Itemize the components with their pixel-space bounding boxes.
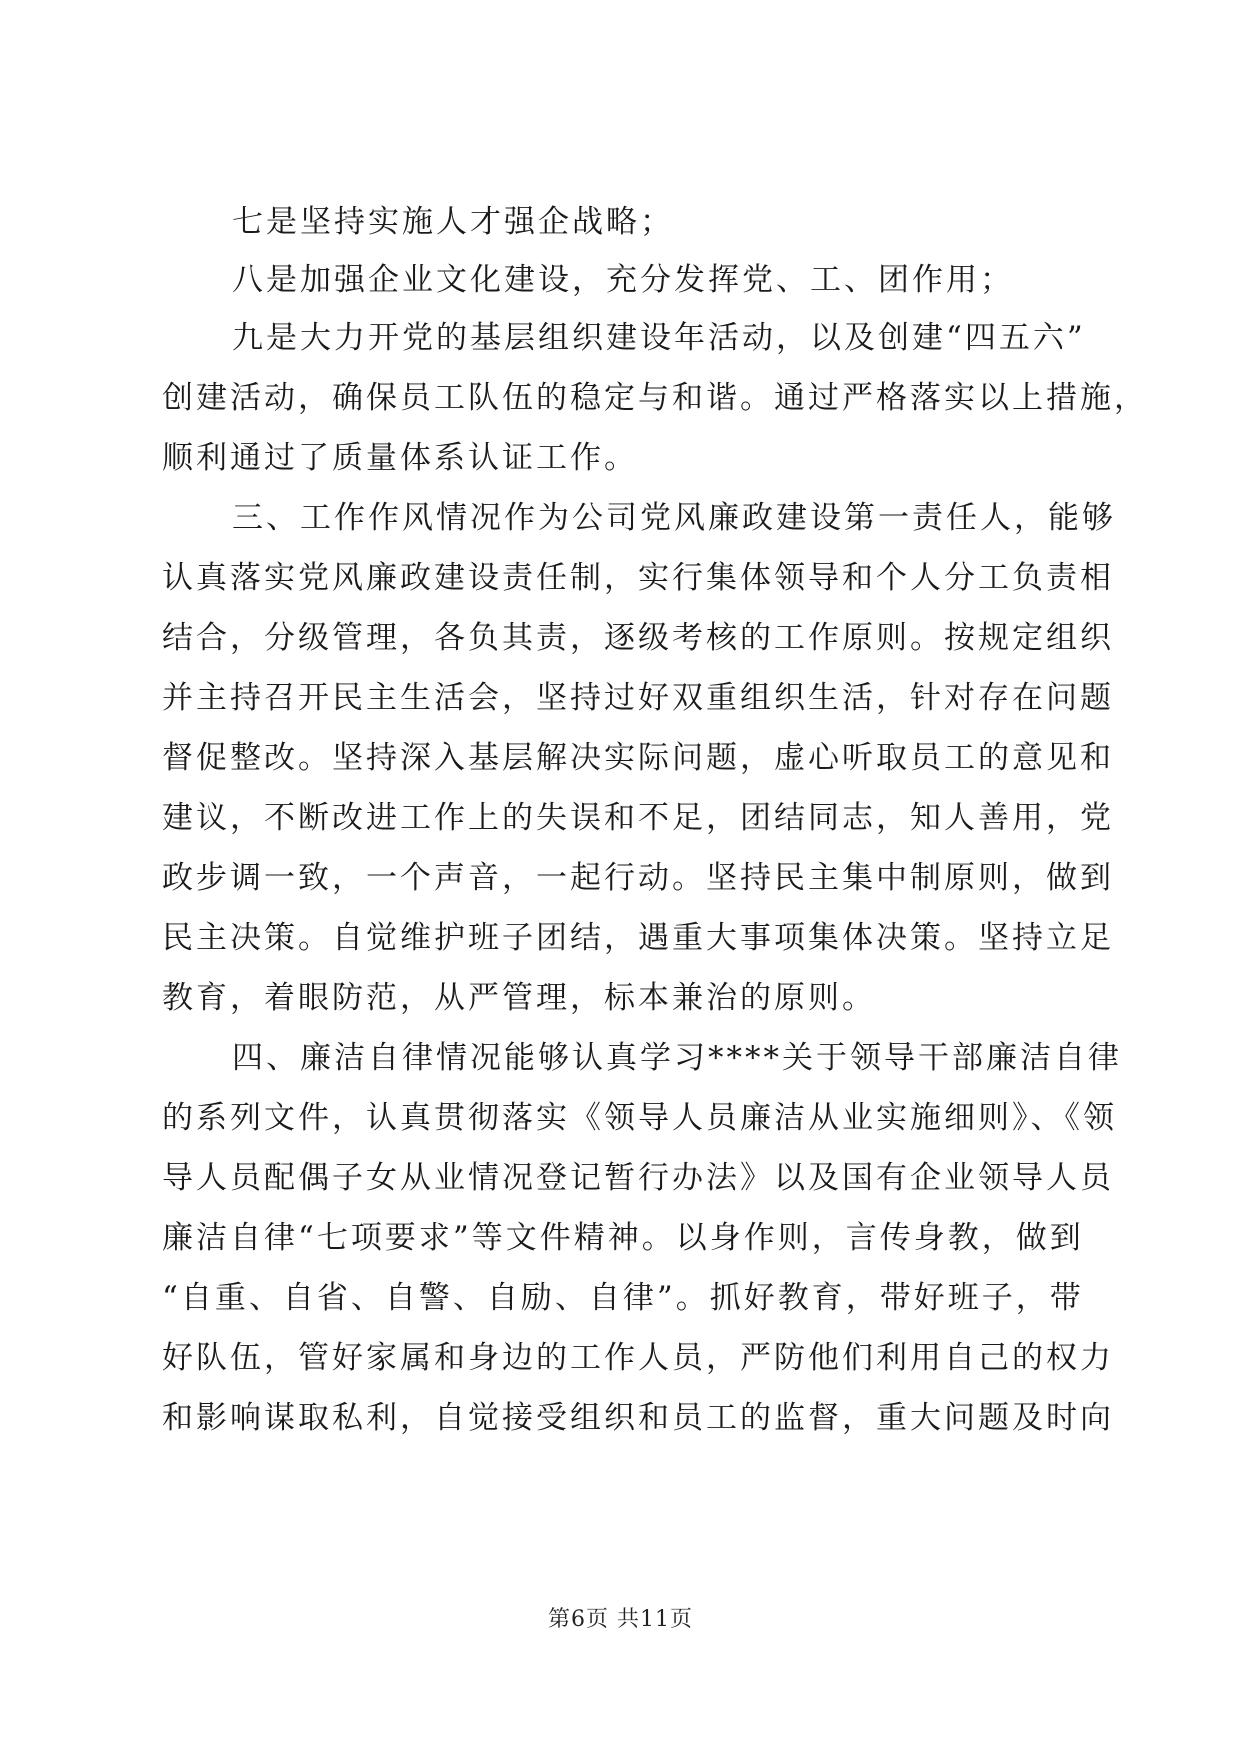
paragraph-line: 三、工作作风情况作为公司党风廉政建设第一责任人，能够: [232, 500, 1116, 536]
paragraph-line: 九是大力开党的基层组织建设年活动，以及创建“四五六”: [232, 320, 1086, 356]
paragraph-line: 顺利通过了质量体系认证工作。: [162, 440, 638, 476]
paragraph-line: 和影响谋取私利，自觉接受组织和员工的监督，重大问题及时向: [162, 1400, 1114, 1436]
paragraph-line: 的系列文件，认真贯彻落实《领导人员廉洁从业实施细则》、《领: [162, 1100, 1117, 1136]
paragraph-line: 民主决策。自觉维护班子团结，遇重大事项集体决策。坚持立足: [162, 920, 1114, 956]
paragraph-line: 好队伍，管好家属和身边的工作人员，严防他们利用自己的权力: [162, 1340, 1114, 1376]
paragraph-line: 导人员配偶子女从业情况登记暂行办法》以及国有企业领导人员: [162, 1160, 1114, 1196]
paragraph-line: 结合，分级管理，各负其责，逐级考核的工作原则。按规定组织: [162, 620, 1114, 656]
paragraph-line: 创建活动，确保员工队伍的稳定与和谐。通过严格落实以上措施，: [162, 380, 1148, 416]
paragraph-line: 教育，着眼防范，从严管理，标本兼治的原则。: [162, 980, 876, 1016]
page-number-footer: 第6页 共11页: [548, 1607, 693, 1632]
paragraph-line: 七是坚持实施人才强企战略；: [232, 204, 674, 240]
paragraph-line: 督促整改。坚持深入基层解决实际问题，虚心听取员工的意见和: [162, 740, 1114, 776]
paragraph-line: 政步调一致，一个声音，一起行动。坚持民主集中制原则，做到: [162, 860, 1114, 896]
paragraph-line: 八是加强企业文化建设，充分发挥党、工、团作用；: [232, 262, 1014, 298]
paragraph-line: 廉洁自律“七项要求”等文件精神。以身作则，言传身教，做到: [162, 1220, 1084, 1256]
paragraph-line: 四、廉洁自律情况能够认真学习****关于领导干部廉洁自律: [232, 1040, 1122, 1076]
paragraph-line: 并主持召开民主生活会，坚持过好双重组织生活，针对存在问题: [162, 680, 1114, 716]
paragraph-line: 建议，不断改进工作上的失误和不足，团结同志，知人善用，党: [162, 800, 1114, 836]
paragraph-line: “自重、自省、自警、自励、自律”。抓好教育，带好班子，带: [162, 1280, 1084, 1316]
paragraph-line: 认真落实党风廉政建设责任制，实行集体领导和个人分工负责相: [162, 560, 1114, 596]
